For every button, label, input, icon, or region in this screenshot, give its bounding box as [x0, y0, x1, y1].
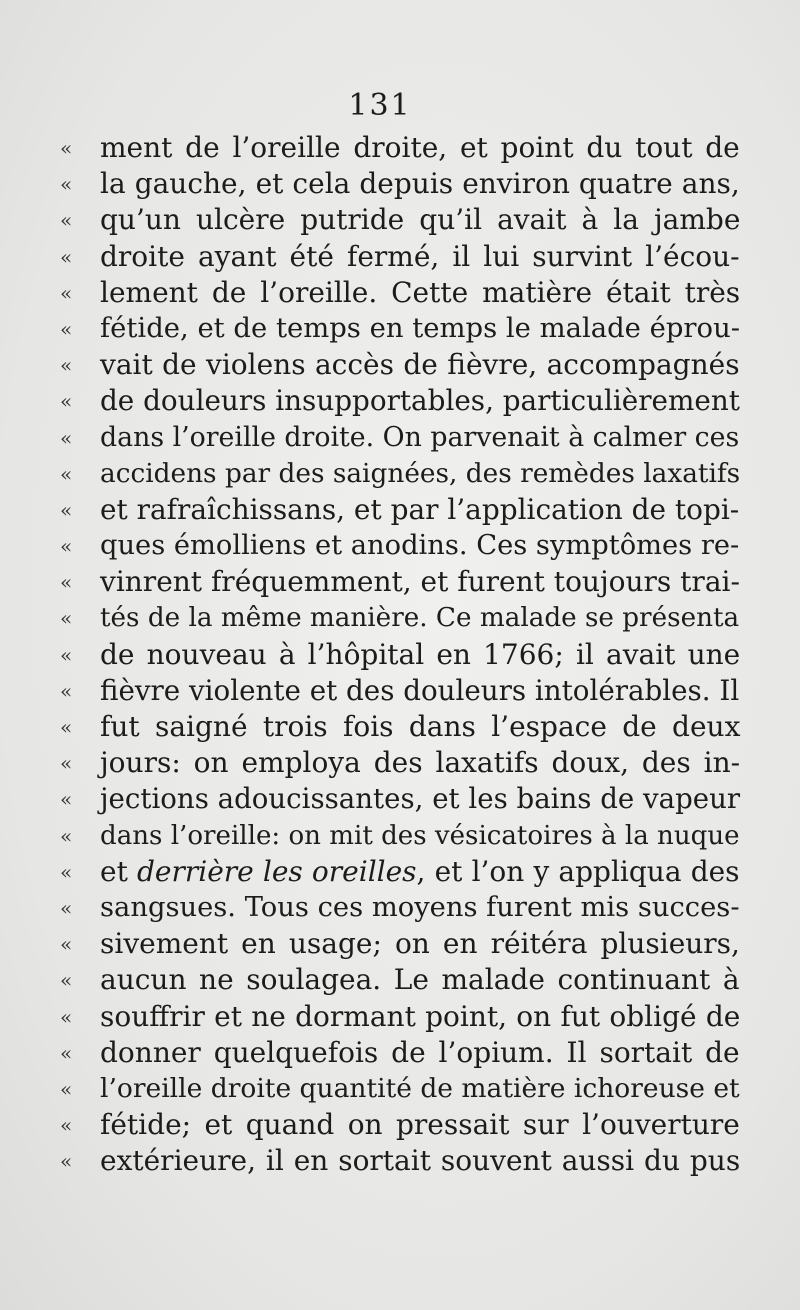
text-segment: vait de violens accès de fièvre, accompagnés [100, 348, 740, 382]
line-text [100, 709, 740, 745]
text-segment: fétide, et de temps en temps le malade éprou- [100, 312, 741, 344]
line-text [100, 600, 739, 636]
line-text [100, 130, 740, 166]
text-segment: aucun ne soulagea. Le malade continuant à [100, 963, 740, 997]
quotation-mark: « [60, 1113, 73, 1138]
text-segment: et rafraîchissans, et par l’application de topi- [100, 492, 740, 526]
line-text [100, 456, 740, 492]
line-text [100, 1071, 740, 1107]
text-segment: ment de l’oreille droite, et point du tout de [100, 131, 740, 164]
text-line [60, 347, 740, 383]
quotation-mark: « [60, 208, 73, 233]
quotation-mark: « [60, 606, 73, 631]
text-segment: de douleurs insupportables, particulièrement [100, 384, 740, 418]
quotation-mark: « [60, 570, 73, 595]
quotation-mark: « [60, 895, 73, 920]
line-text [100, 166, 740, 202]
quotation-mark: « [60, 244, 73, 269]
text-segment: donner quelquefois de l’opium. Il sortait de [100, 1035, 740, 1069]
text-segment: , et l’on y appliqua des [416, 854, 740, 888]
text-segment: ques émolliens et anodins. Ces symptômes re- [100, 530, 740, 562]
text-segment: de nouveau à l’hôpital en 1766; il avait une [100, 637, 741, 671]
text-segment: tés de la même manière. Ce malade se présenta [100, 603, 740, 634]
text-segment: sangsues. Tous ces moyens furent mis succes- [100, 891, 740, 923]
line-text [100, 1035, 740, 1071]
text-line [60, 492, 740, 528]
quotation-mark: « [60, 751, 73, 776]
text-segment: l’oreille droite quantité de matière ichoreuse et [100, 1072, 740, 1104]
text-line [60, 926, 740, 962]
text-line [60, 818, 740, 854]
quotation-mark: « [60, 932, 73, 957]
text-line [60, 166, 740, 202]
text-line [60, 999, 740, 1035]
quotation-mark: « [60, 316, 73, 341]
line-text [100, 420, 739, 456]
text-line [60, 1071, 740, 1107]
line-text [100, 564, 740, 600]
line-text [100, 1143, 740, 1179]
quotation-mark: « [60, 968, 73, 993]
line-text [100, 311, 740, 347]
quotation-mark: « [60, 534, 73, 559]
quotation-mark: « [60, 823, 73, 848]
quotation-mark: « [60, 642, 73, 667]
text-segment: souffrir et ne dormant point, on fut obligé de [100, 999, 741, 1033]
text-line [60, 528, 740, 564]
text-line [60, 962, 740, 998]
line-text [100, 673, 739, 709]
line-text [100, 239, 740, 275]
quotation-mark: « [60, 1149, 73, 1174]
text-line [60, 1107, 740, 1143]
text-segment: accidens par des saignées, des remèdes laxatifs [100, 458, 741, 489]
text-segment: fièvre violente et des douleurs intolérables. Il [100, 673, 740, 707]
text-line [60, 600, 740, 636]
quotation-mark: « [60, 497, 73, 522]
text-segment: et [100, 854, 137, 888]
text-line [60, 202, 740, 238]
line-text [100, 781, 740, 817]
quotation-mark: « [60, 1004, 73, 1029]
quotation-mark: « [60, 1076, 73, 1101]
line-text [100, 926, 740, 962]
text-line [60, 745, 740, 781]
quotation-mark: « [60, 859, 73, 884]
line-text [100, 492, 739, 528]
italic-segment: derrière les oreilles [136, 854, 417, 888]
text-line [60, 637, 740, 673]
line-text [100, 347, 740, 383]
text-line [60, 311, 740, 347]
line-text [100, 528, 739, 564]
body-text [60, 130, 740, 1179]
line-text [100, 275, 740, 311]
line-text [100, 962, 740, 998]
text-line [60, 890, 740, 926]
text-segment: la gauche, et cela depuis environ quatre ans, [100, 167, 740, 201]
text-line [60, 420, 740, 456]
text-line [60, 564, 740, 600]
text-segment: vinrent fréquemment, et furent toujours trai- [100, 565, 740, 599]
text-segment: jections adoucissantes, et les bains de vapeur [100, 782, 741, 816]
line-text [100, 890, 740, 926]
text-line [60, 239, 740, 275]
quotation-mark: « [60, 280, 73, 305]
text-segment: sivement en usage; on en réitéra plusieurs, [100, 927, 740, 961]
text-segment: droite ayant été fermé, il lui survint l’écou- [100, 239, 740, 273]
line-text [100, 383, 740, 419]
quotation-mark: « [60, 787, 73, 812]
quotation-mark: « [60, 461, 73, 486]
line-text [100, 202, 740, 238]
text-segment: extérieure, il en sortait souvent aussi du pus [100, 1144, 741, 1178]
text-segment: jours: on employa des laxatifs doux, des in- [100, 746, 741, 780]
page-number: 131 [348, 88, 412, 123]
text-segment: fétide; et quand on pressait sur l’ouverture [100, 1108, 740, 1142]
quotation-mark: « [60, 678, 73, 703]
quotation-mark: « [60, 172, 73, 197]
text-line [60, 673, 740, 709]
text-line [60, 854, 740, 890]
quotation-mark: « [60, 1040, 73, 1065]
text-line [60, 456, 740, 492]
line-text [100, 745, 740, 781]
line-text [100, 854, 740, 890]
quotation-mark: « [60, 389, 73, 414]
line-text [100, 1107, 740, 1143]
text-segment: lement de l’oreille. Cette matière était très [100, 275, 741, 309]
text-line [60, 1035, 740, 1071]
quotation-mark: « [60, 425, 73, 450]
text-line [60, 383, 740, 419]
text-segment: dans l’oreille: on mit des vésicatoires à la nuque [100, 820, 740, 851]
text-line [60, 130, 740, 166]
text-segment: dans l’oreille droite. On parvenait à calmer ces [100, 421, 740, 453]
quotation-mark: « [60, 136, 73, 160]
line-text [100, 637, 740, 673]
text-line [60, 275, 740, 311]
quotation-mark: « [60, 715, 73, 739]
line-text [100, 999, 740, 1035]
text-line [60, 1143, 740, 1179]
text-segment: qu’un ulcère putride qu’il avait à la jambe [100, 203, 741, 237]
text-line [60, 709, 740, 745]
quotation-mark: « [60, 353, 73, 378]
text-line [60, 781, 740, 817]
text-segment: fut saigné trois fois dans l’espace de deux [100, 710, 741, 743]
line-text [100, 818, 740, 854]
